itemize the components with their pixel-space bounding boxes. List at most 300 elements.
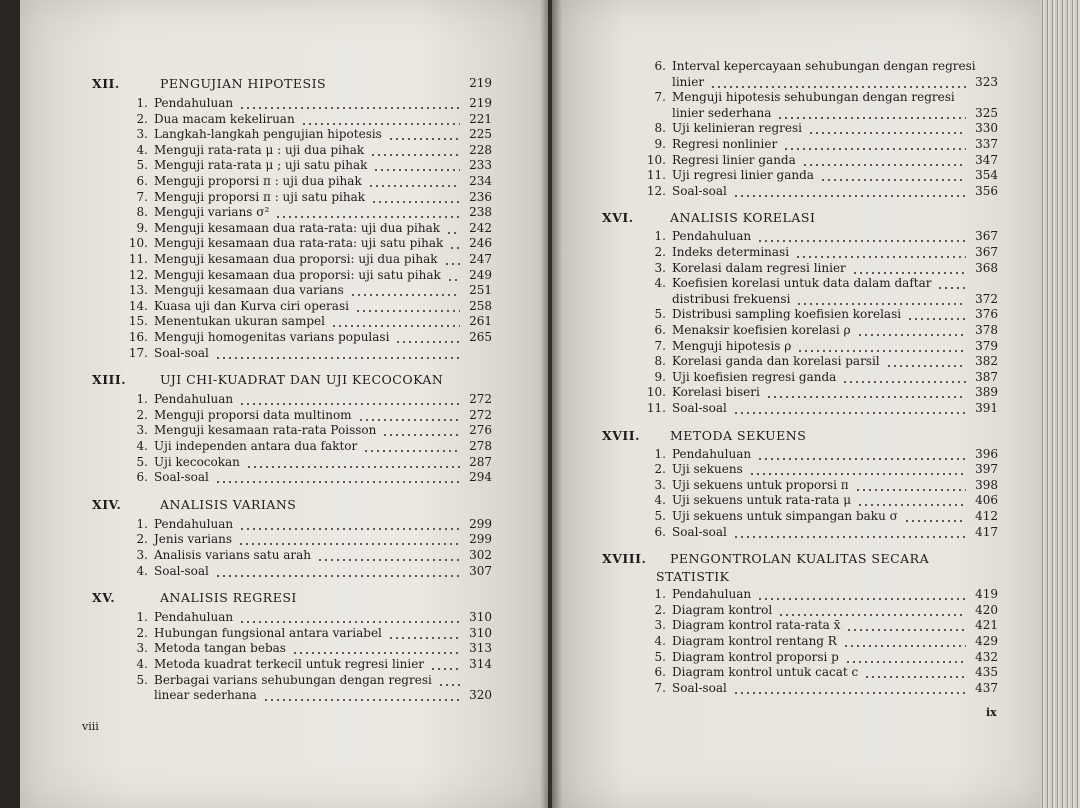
dot-leader xyxy=(757,228,966,244)
toc-entry xyxy=(122,298,492,314)
entry-title: Pendahuluan xyxy=(154,516,234,531)
toc-entry xyxy=(122,345,492,361)
entry-page: 272 xyxy=(469,407,492,422)
dot-leader xyxy=(263,687,460,703)
toc-entry xyxy=(122,391,492,407)
toc-entry xyxy=(122,516,492,532)
dot-leader xyxy=(331,313,460,329)
entry-number: 6. xyxy=(654,665,666,680)
entry-page: 299 xyxy=(469,532,492,547)
entry-number: 7. xyxy=(654,338,666,353)
entry-title: Koefisien korelasi untuk data dalam daftar xyxy=(672,276,932,291)
entry-title: linear sederhana xyxy=(154,688,257,703)
dot-leader xyxy=(246,454,460,470)
dot-leader xyxy=(239,95,460,111)
entry-title: Menguji proporsi data multinom xyxy=(154,407,352,422)
entry-number: 10. xyxy=(646,152,666,167)
entry-title: Uji sekuens xyxy=(672,462,743,477)
entry-title: Uji kecocokan xyxy=(154,454,240,469)
entry-title: Uji regresi linier ganda xyxy=(672,168,814,183)
dot-leader xyxy=(733,400,966,416)
dot-leader xyxy=(317,547,460,563)
entry-title: Soal-soal xyxy=(672,401,727,415)
toc-entry xyxy=(122,438,492,454)
dot-leader xyxy=(937,275,966,291)
page-edges xyxy=(1040,0,1080,808)
entry-page: 228 xyxy=(469,142,492,157)
toc-entry xyxy=(640,244,998,260)
toc-entry xyxy=(122,235,492,251)
dot-leader xyxy=(710,74,966,90)
entry-number: 8. xyxy=(654,354,666,369)
dot-leader xyxy=(382,422,460,438)
toc-entry xyxy=(640,152,998,168)
entry-title: linier xyxy=(672,74,705,89)
toc-entry xyxy=(122,95,492,111)
toc-entry xyxy=(640,446,998,462)
toc-entry xyxy=(122,547,492,563)
entry-title: Metoda tangan bebas xyxy=(154,641,286,656)
toc-entry xyxy=(640,680,998,696)
toc-entry xyxy=(640,633,998,649)
book-gutter xyxy=(540,0,562,808)
entry-page: 323 xyxy=(975,74,998,89)
dot-leader xyxy=(907,306,966,322)
chapter-page: 219 xyxy=(469,76,492,90)
dot-leader xyxy=(808,120,966,136)
entry-page: 310 xyxy=(469,625,492,640)
toc-entry xyxy=(640,338,998,354)
entry-number: 3. xyxy=(654,618,666,633)
dot-leader xyxy=(796,291,966,307)
entry-number: 3. xyxy=(654,477,666,492)
entry-page: 387 xyxy=(975,369,998,384)
entry-page: 435 xyxy=(975,665,998,680)
dot-leader xyxy=(292,640,460,656)
entry-page: 287 xyxy=(469,454,492,469)
toc-entry xyxy=(122,563,492,579)
entry-page: 379 xyxy=(975,338,998,353)
entry-number: 11. xyxy=(128,252,148,266)
entry-number: 8. xyxy=(136,205,148,220)
entry-page: 406 xyxy=(975,493,998,508)
entry-page: 276 xyxy=(469,423,492,438)
entry-number: 11. xyxy=(646,168,666,183)
entry-title: Menguji rata-rata μ : uji dua pihak xyxy=(154,142,365,157)
entry-title: Soal-soal xyxy=(154,563,209,578)
entry-number: 5. xyxy=(136,672,148,687)
toc-entry xyxy=(122,672,492,688)
entry-title: Uji sekuens untuk simpangan baku σ xyxy=(672,509,898,523)
entry-title: Kuasa uji dan Kurva ciri operasi xyxy=(154,298,349,313)
toc-entry xyxy=(640,400,998,416)
toc-entry xyxy=(122,625,492,641)
dot-leader xyxy=(846,617,966,633)
entry-number: 1. xyxy=(136,516,148,531)
entry-title: Interval kepercayaan sehubungan dengan regresi xyxy=(672,59,976,73)
entry-title: Dua macam kekeliruan xyxy=(154,111,295,126)
toc-entry xyxy=(640,74,998,90)
toc-entry xyxy=(122,126,492,142)
entry-page: 432 xyxy=(975,649,998,664)
chapter-number: XV. xyxy=(92,590,116,606)
chapter-title: PENGONTROLAN KUALITAS SECARA xyxy=(670,551,930,567)
entry-number: 4. xyxy=(136,657,148,671)
entry-title: Menguji proporsi π : uji dua pihak xyxy=(154,174,362,188)
entry-page: 221 xyxy=(469,111,492,126)
toc-entry xyxy=(640,602,998,618)
toc-entry xyxy=(122,407,492,423)
entry-page: 376 xyxy=(975,307,998,322)
entry-page: 313 xyxy=(469,641,492,656)
dot-leader xyxy=(239,609,460,625)
dot-leader xyxy=(757,446,966,462)
entry-page: 337 xyxy=(975,137,998,151)
entry-title: Analisis varians satu arah xyxy=(154,548,312,562)
entry-title: Distribusi sampling koefisien korelasi xyxy=(672,307,902,322)
entry-number: 6. xyxy=(654,323,666,337)
entry-title: Langkah-langkah pengujian hipotesis xyxy=(154,127,382,142)
entry-number: 4. xyxy=(136,439,148,453)
entry-page: 398 xyxy=(975,477,998,492)
entry-page: 320 xyxy=(469,688,492,703)
dot-leader xyxy=(766,384,966,400)
entry-title: Menguji kesamaan dua proporsi: uji satu pihak xyxy=(154,267,441,282)
entry-page: 251 xyxy=(469,283,492,298)
entry-number: 1. xyxy=(136,610,148,625)
toc-entry xyxy=(640,275,998,291)
entry-number: 8. xyxy=(654,121,666,136)
entry-number: 3. xyxy=(136,641,148,656)
toc-entry xyxy=(640,183,998,199)
entry-number: 2. xyxy=(136,625,148,640)
entry-title: Menguji hipotesis ρ xyxy=(672,338,792,353)
toc-entry xyxy=(640,369,998,385)
entry-page: 356 xyxy=(975,183,998,198)
toc-entry xyxy=(122,111,492,127)
toc-entry xyxy=(640,649,998,665)
entry-title: Menentukan ukuran sampel xyxy=(154,314,325,329)
chapter-heading xyxy=(602,210,998,226)
toc-entry xyxy=(640,136,998,152)
entry-number: 9. xyxy=(136,220,148,235)
page-number-left: viii xyxy=(82,720,99,733)
toc-entry xyxy=(640,586,998,602)
entry-number: 2. xyxy=(654,602,666,617)
entry-title: Metoda kuadrat terkecil untuk regresi linier xyxy=(154,657,425,671)
entry-number: 2. xyxy=(136,407,148,422)
entry-title: Pendahuluan xyxy=(154,610,234,625)
entry-number: 6. xyxy=(136,174,148,188)
entry-page: 378 xyxy=(975,323,998,337)
toc-entry xyxy=(640,260,998,276)
entry-title: Diagram kontrol rata-rata x̄ xyxy=(672,618,841,633)
entry-title: Soal-soal xyxy=(672,524,727,539)
dot-leader xyxy=(238,531,460,547)
entry-title: Uji sekuens untuk rata-rata μ xyxy=(672,493,852,508)
toc-entry xyxy=(640,492,998,508)
entry-number: 1. xyxy=(654,587,666,602)
toc-entry xyxy=(640,617,998,633)
toc-entry xyxy=(122,454,492,470)
dot-leader xyxy=(797,338,966,354)
toc-entry xyxy=(122,469,492,485)
dot-leader xyxy=(430,656,460,672)
entry-page: 420 xyxy=(975,602,998,617)
entry-page: 307 xyxy=(469,563,492,578)
entry-page: 294 xyxy=(469,470,492,485)
entry-page: 367 xyxy=(975,229,998,244)
entry-page: 372 xyxy=(975,291,998,306)
entry-number: 1. xyxy=(136,96,148,110)
dot-leader xyxy=(363,438,460,454)
entry-page: 367 xyxy=(975,245,998,259)
entry-number: 13. xyxy=(128,283,148,298)
toc-entry xyxy=(640,524,998,540)
dot-leader xyxy=(444,251,461,267)
dot-leader xyxy=(239,391,460,407)
entry-title: Uji independen antara dua faktor xyxy=(154,439,358,453)
entry-title: Uji kelinieran regresi xyxy=(672,121,802,136)
chapter-heading xyxy=(92,76,492,92)
dot-leader xyxy=(783,136,966,152)
entry-page: 233 xyxy=(469,158,492,173)
entry-number: 12. xyxy=(646,183,666,198)
entry-title: Regresi nonlinier xyxy=(672,137,778,151)
entry-title: Korelasi ganda dan korelasi parsil xyxy=(672,354,880,369)
toc-entry xyxy=(640,353,998,369)
chapter-number: XIII. xyxy=(92,372,127,388)
chapter-number: XVIII. xyxy=(602,551,647,567)
entry-number: 4. xyxy=(654,276,666,291)
dot-leader xyxy=(904,508,966,524)
dot-leader xyxy=(749,461,966,477)
entry-title: Berbagai varians sehubungan dengan regresi xyxy=(154,672,432,687)
entry-page: 389 xyxy=(975,385,998,400)
dot-leader xyxy=(449,235,460,251)
toc-entry xyxy=(122,267,492,283)
dot-leader xyxy=(368,173,460,189)
entry-title: Korelasi biseri xyxy=(672,385,760,400)
chapter-title: ANALISIS KORELASI xyxy=(670,210,816,226)
toc-entry xyxy=(640,167,998,183)
entry-title: linier sederhana xyxy=(672,105,772,120)
entry-number: 3. xyxy=(136,127,148,142)
toc-entry xyxy=(640,461,998,477)
toc-entry xyxy=(640,384,998,400)
dot-leader xyxy=(852,260,966,276)
toc-entry xyxy=(640,58,998,74)
dot-leader xyxy=(301,111,460,127)
entry-number: 3. xyxy=(654,260,666,275)
chapter-number: XII. xyxy=(92,76,120,91)
chapter-heading xyxy=(602,428,998,444)
chapter-heading xyxy=(92,372,492,388)
entry-number: 4. xyxy=(136,142,148,157)
dot-leader xyxy=(370,142,460,158)
entry-number: 14. xyxy=(128,298,148,313)
entry-title: Diagram kontrol untuk cacat c xyxy=(672,665,859,680)
chapter-number: XVI. xyxy=(602,210,634,226)
toc-entry xyxy=(122,204,492,220)
dot-leader xyxy=(358,407,460,423)
toc-entry xyxy=(640,120,998,136)
entry-number: 2. xyxy=(136,111,148,126)
dot-leader xyxy=(388,126,460,142)
page-number-right: ix xyxy=(986,706,997,719)
toc-entry xyxy=(122,313,492,329)
entry-number: 1. xyxy=(136,392,148,407)
entry-number: 6. xyxy=(654,59,666,73)
entry-title: Menguji varians σ² xyxy=(154,205,270,220)
chapter-heading xyxy=(92,590,492,606)
chapter-title: PENGUJIAN HIPOTESIS xyxy=(160,76,327,91)
entry-title: Menguji kesamaan dua rata-rata: uji dua pihak xyxy=(154,220,440,235)
entry-page: 421 xyxy=(975,618,998,633)
entry-title: Regresi linier ganda xyxy=(672,152,796,167)
dot-leader xyxy=(857,492,966,508)
toc-entry xyxy=(640,322,998,338)
entry-page: 234 xyxy=(469,174,492,188)
entry-page: 225 xyxy=(469,127,492,142)
entry-page: 249 xyxy=(469,267,492,282)
entry-title: Indeks determinasi xyxy=(672,245,790,259)
entry-number: 9. xyxy=(654,369,666,384)
chapter-number: XVII. xyxy=(602,427,640,443)
dot-leader xyxy=(447,267,460,283)
dot-leader xyxy=(733,183,966,199)
entry-number: 2. xyxy=(654,245,666,259)
toc-entry xyxy=(640,89,998,105)
toc-entry xyxy=(640,664,998,680)
toc-entry xyxy=(640,508,998,524)
entry-title: Pendahuluan xyxy=(672,229,752,244)
dot-leader xyxy=(886,353,966,369)
entry-title: Menguji kesamaan dua rata-rata: uji satu pihak xyxy=(154,236,444,251)
toc-entry xyxy=(122,609,492,625)
entry-number: 7. xyxy=(654,90,666,105)
entry-page: 429 xyxy=(975,634,998,648)
entry-number: 7. xyxy=(654,680,666,695)
entry-number: 4. xyxy=(654,634,666,648)
entry-number: 9. xyxy=(654,137,666,151)
dot-leader xyxy=(373,157,460,173)
dot-leader xyxy=(795,244,966,260)
entry-number: 15. xyxy=(128,314,148,329)
entry-page: 397 xyxy=(975,462,998,477)
entry-title: Uji koefisien regresi ganda xyxy=(672,369,837,384)
entry-title: Pendahuluan xyxy=(672,446,752,461)
dot-leader xyxy=(777,105,966,121)
entry-number: 5. xyxy=(654,509,666,523)
entry-title: Menguji hipotesis sehubungan dengan regresi xyxy=(672,90,955,105)
dot-leader xyxy=(438,672,460,688)
toc-entry xyxy=(640,477,998,493)
dot-leader xyxy=(864,664,966,680)
entry-page: 236 xyxy=(469,189,492,204)
toc-entry xyxy=(122,329,492,345)
entry-number: 12. xyxy=(128,267,148,282)
entry-page: 238 xyxy=(469,205,492,220)
entry-title: Soal-soal xyxy=(672,680,727,695)
entry-page: 437 xyxy=(975,680,998,695)
dot-leader xyxy=(215,563,460,579)
entry-number: 2. xyxy=(654,462,666,477)
toc-entry xyxy=(640,228,998,244)
toc-entry xyxy=(122,251,492,267)
entry-title: Soal-soal xyxy=(672,183,727,198)
toc-entry xyxy=(640,306,998,322)
entry-page: 419 xyxy=(975,587,998,602)
toc-entry xyxy=(122,157,492,173)
entry-title: Diagram kontrol proporsi p xyxy=(672,649,839,664)
toc-entry xyxy=(122,189,492,205)
entry-page: 299 xyxy=(469,516,492,531)
entry-number: 2. xyxy=(136,532,148,547)
entry-title: Pendahuluan xyxy=(154,392,234,407)
entry-title: Menguji kesamaan dua varians xyxy=(154,283,344,298)
dot-leader xyxy=(857,322,966,338)
entry-page: 354 xyxy=(975,168,998,183)
entry-title: Menguji proporsi π : uji satu pihak xyxy=(154,189,366,204)
toc-entry xyxy=(122,282,492,298)
entry-page: 258 xyxy=(469,298,492,313)
toc-entry xyxy=(122,173,492,189)
dot-leader xyxy=(820,167,966,183)
entry-page: 330 xyxy=(975,121,998,136)
dot-leader xyxy=(446,220,460,236)
entry-page: 278 xyxy=(469,439,492,453)
dot-leader xyxy=(371,189,460,205)
entry-title: Menguji rata-rata μ ; uji satu pihak xyxy=(154,158,368,173)
entry-title: Hubungan fungsional antara variabel xyxy=(154,625,382,640)
entry-page: 242 xyxy=(469,220,492,235)
entry-number: 5. xyxy=(654,649,666,664)
entry-title: Menguji kesamaan rata-rata Poisson xyxy=(154,423,377,438)
entry-title: Jenis varians xyxy=(154,532,232,547)
entry-title: Uji sekuens untuk proporsi π xyxy=(672,477,849,492)
entry-page: 368 xyxy=(975,260,998,275)
entry-number: 7. xyxy=(136,189,148,204)
entry-title: Soal-soal xyxy=(154,345,209,360)
dot-leader xyxy=(802,152,966,168)
entry-page: 310 xyxy=(469,610,492,625)
dot-leader xyxy=(733,680,966,696)
entry-number: 17. xyxy=(128,345,148,360)
entry-title: Diagram kontrol rentang R xyxy=(672,634,837,648)
toc-entry xyxy=(640,105,998,121)
entry-page: 219 xyxy=(469,96,492,110)
entry-number: 4. xyxy=(136,563,148,578)
entry-page: 272 xyxy=(469,392,492,407)
chapter-number: XIV. xyxy=(92,496,122,512)
entry-number: 10. xyxy=(128,236,148,251)
dot-leader xyxy=(757,586,966,602)
dot-leader xyxy=(395,329,460,345)
entry-title: Diagram kontrol xyxy=(672,602,773,617)
chapter-title: ANALISIS REGRESI xyxy=(160,590,297,606)
chapter-heading xyxy=(602,551,998,567)
entry-number: 3. xyxy=(136,423,148,438)
entry-page: 347 xyxy=(975,152,998,167)
entry-number: 4. xyxy=(654,493,666,508)
entry-page: 417 xyxy=(975,524,998,539)
entry-page: 247 xyxy=(469,252,492,266)
chapter-title: METODA SEKUENS xyxy=(670,427,807,443)
entry-page: 391 xyxy=(975,401,998,415)
entry-title: distribusi frekuensi xyxy=(672,291,791,306)
dot-leader xyxy=(215,345,460,361)
